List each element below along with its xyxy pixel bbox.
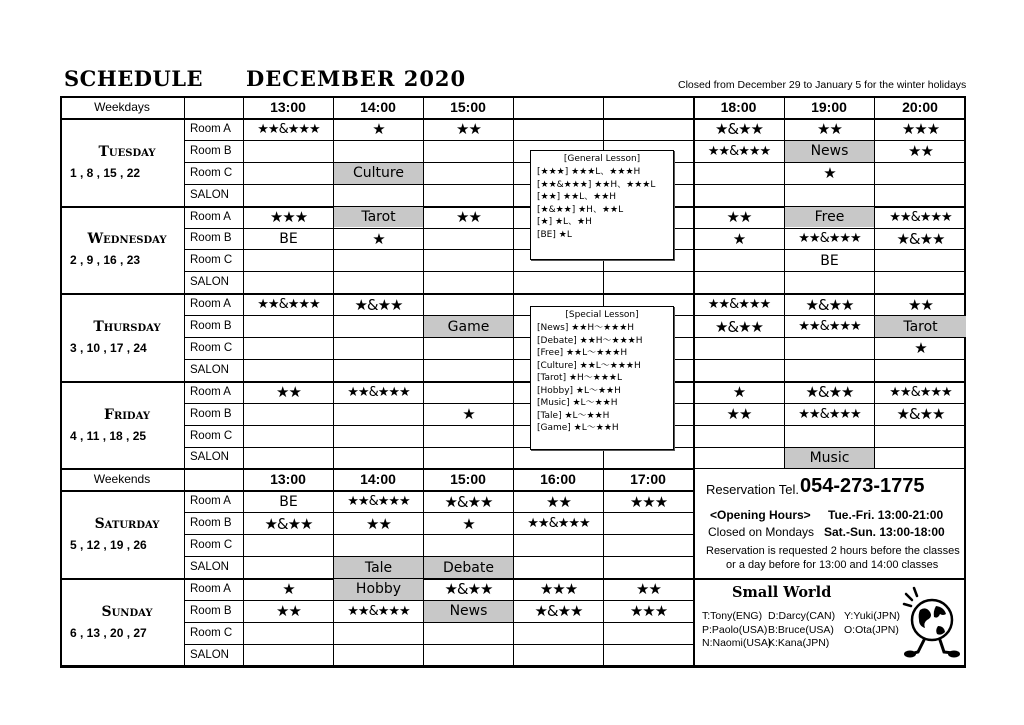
schedule-slot[interactable]: ★★&★★★ <box>889 384 952 400</box>
schedule-slot[interactable]: ★★★ <box>539 580 578 599</box>
schedule-slot[interactable]: News <box>424 601 513 622</box>
room-label: SALON <box>190 363 229 376</box>
schedule-slot[interactable]: ★★ <box>456 120 481 139</box>
room-label: Room C <box>190 539 233 552</box>
schedule-slot <box>244 426 333 447</box>
room-label: Room B <box>190 604 232 617</box>
room-label: Room C <box>190 254 233 267</box>
general-lesson-line: [★] ★L、★H <box>537 217 592 227</box>
info-panel <box>696 472 964 666</box>
weekday-hours: Tue.-Fri. 13:00-21:00 <box>828 508 944 522</box>
closed-notice: Closed from December 29 to January 5 for the winter holidays <box>678 79 967 91</box>
schedule-slot[interactable]: ★&★★ <box>444 580 493 599</box>
special-lesson-line: [Tale] ★L～★★H <box>537 410 610 421</box>
column-divider-line <box>874 96 875 468</box>
column-divider-line <box>784 96 785 468</box>
day-label: Tuesday <box>98 143 156 160</box>
schedule-slot[interactable]: ★★ <box>726 405 752 424</box>
weekends-header-label: Weekends <box>93 472 151 487</box>
schedule-slot <box>244 360 333 381</box>
room-label: Room B <box>190 517 232 530</box>
schedule-slot[interactable]: ★ <box>282 580 295 599</box>
schedule-slot <box>875 448 966 469</box>
schedule-slot[interactable]: ★★★ <box>629 492 668 511</box>
day-dates: 1 , 8 , 15 , 22 <box>70 165 141 180</box>
schedule-slot[interactable]: ★★ <box>726 208 752 227</box>
special-lesson-line: [News] ★★H～★★★H <box>537 323 635 333</box>
time-header: 14:00 <box>360 99 396 115</box>
opening-hours-label: <Opening Hours> <box>710 508 811 522</box>
schedule-slot <box>424 360 513 381</box>
schedule-slot[interactable]: Culture <box>334 163 423 184</box>
general-lesson-line: [★★] ★★L、★★H <box>537 192 617 202</box>
schedule-slot <box>514 535 603 556</box>
column-divider-line <box>423 96 424 468</box>
schedule-slot[interactable]: ★ <box>462 405 475 424</box>
teacher-entry: T:Tony(ENG) <box>702 610 763 622</box>
time-header <box>513 96 603 118</box>
schedule-slot[interactable]: Free <box>785 207 874 228</box>
day-label: Sunday <box>101 603 153 620</box>
schedule-slot <box>424 229 513 250</box>
schedule-slot[interactable]: ★★&★★★ <box>798 319 861 335</box>
schedule-slot <box>424 272 513 293</box>
schedule-slot[interactable]: Tarot <box>334 207 423 228</box>
room-label: Room C <box>190 429 233 442</box>
special-lesson-line: [Hobby] ★L～★★H <box>537 385 621 396</box>
schedule-slot[interactable]: ★★&★★★ <box>889 209 952 225</box>
schedule-slot[interactable]: ★★&★★★ <box>257 121 320 137</box>
room-label: SALON <box>190 648 229 661</box>
room-label: Room C <box>190 626 233 639</box>
column-divider-line <box>333 96 334 468</box>
day-label: Saturday <box>94 516 160 533</box>
day-dates: 3 , 10 , 17 , 24 <box>70 340 147 355</box>
column-divider-line <box>603 468 604 667</box>
schedule-slot <box>244 557 333 578</box>
schedule-slot <box>424 338 513 359</box>
teacher-entry: K:Kana(JPN) <box>768 637 830 649</box>
time-header: 16:00 <box>540 471 576 488</box>
schedule-slot <box>244 404 333 425</box>
schedule-slot[interactable]: ★ <box>372 120 385 139</box>
room-label: Room A <box>190 385 231 398</box>
schedule-slot[interactable]: ★★ <box>817 120 842 139</box>
schedule-slot <box>334 338 423 359</box>
schedule-title: SCHEDULE <box>64 66 204 91</box>
schedule-slot[interactable]: ★&★★ <box>714 317 764 336</box>
schedule-slot <box>694 250 784 271</box>
schedule-slot <box>424 250 513 271</box>
schedule-slot[interactable]: ★★ <box>456 208 481 227</box>
schedule-slot <box>604 535 693 556</box>
teacher-entry: Y:Yuki(JPN) <box>844 610 901 622</box>
globe-mascot-icon <box>902 584 962 662</box>
schedule-slot <box>875 250 966 271</box>
schedule-slot[interactable]: ★★ <box>276 602 301 621</box>
time-header: 19:00 <box>811 99 847 115</box>
schedule-slot[interactable]: ★★ <box>546 492 571 511</box>
general-lesson-line: [★&★★] ★H、★★L <box>537 204 624 215</box>
schedule-slot <box>514 272 603 293</box>
room-label: Room A <box>190 122 231 135</box>
schedule-slot <box>875 426 966 447</box>
schedule-slot[interactable]: ★★★ <box>901 120 940 139</box>
schedule-slot[interactable]: ★ <box>732 383 746 402</box>
schedule-slot <box>334 404 423 425</box>
schedule-slot <box>694 426 784 447</box>
schedule-slot <box>785 338 874 359</box>
schedule-slot <box>875 163 966 184</box>
schedule-slot[interactable]: ★&★★ <box>896 405 945 424</box>
schedule-slot <box>334 316 423 337</box>
teacher-entry: B:Bruce(USA) <box>768 623 834 636</box>
schedule-slot[interactable]: ★★ <box>636 580 661 599</box>
schedule-slot[interactable]: ★&★★ <box>896 229 945 248</box>
schedule-slot[interactable]: ★★&★★★ <box>527 516 590 532</box>
teacher-entry: D:Darcy(CAN) <box>768 610 836 622</box>
teacher-entry: O:Ota(JPN) <box>844 623 899 636</box>
schedule-slot[interactable]: Hobby <box>334 579 423 600</box>
schedule-slot <box>244 338 333 359</box>
schedule-slot[interactable]: ★&★★ <box>444 492 493 511</box>
time-header: 14:00 <box>360 471 396 488</box>
special-lesson-line: [Free] ★★L～★★★H <box>537 348 628 358</box>
day-dates: 6 , 13 , 20 , 27 <box>70 625 147 640</box>
schedule-slot[interactable]: ★ <box>732 229 746 248</box>
teacher-list <box>702 610 912 651</box>
column-divider-line <box>513 96 514 468</box>
schedule-slot[interactable]: ★★&★★★ <box>798 231 861 247</box>
schedule-slot[interactable]: ★★★ <box>629 602 668 621</box>
day-dates: 4 , 11 , 18 , 25 <box>70 428 147 443</box>
schedule-slot[interactable]: BE <box>279 493 298 510</box>
room-label: Room A <box>190 210 231 223</box>
room-label: Room A <box>190 495 231 508</box>
schedule-slot <box>514 557 603 578</box>
schedule-slot <box>424 163 513 184</box>
day-label: Thursday <box>93 318 161 335</box>
day-label: Friday <box>104 406 150 423</box>
schedule-slot[interactable]: ★★ <box>276 383 301 402</box>
schedule-slot <box>334 360 423 381</box>
school-name: Small World <box>732 584 832 601</box>
schedule-slot[interactable]: ★ <box>914 339 927 358</box>
schedule-slot[interactable]: ★★&★★★ <box>347 494 410 510</box>
schedule-slot <box>785 360 874 381</box>
schedule-slot <box>875 272 966 293</box>
schedule-slot <box>875 185 966 206</box>
month-title: DECEMBER 2020 <box>246 66 467 91</box>
room-label: SALON <box>190 276 229 289</box>
special-lesson-line: [Music] ★L～★★H <box>537 398 618 408</box>
schedule-slot[interactable]: ★★&★★★ <box>257 297 320 313</box>
time-header <box>603 96 693 118</box>
room-label: Room B <box>190 232 232 245</box>
schedule-slot <box>334 141 423 162</box>
schedule-slot <box>694 448 784 469</box>
special-lesson-line: [Game] ★L～★★H <box>537 423 619 433</box>
schedule-slot[interactable]: ★&★★ <box>714 120 764 139</box>
schedule-slot[interactable]: Music <box>785 448 874 469</box>
time-header: 15:00 <box>450 471 486 488</box>
schedule-slot <box>334 535 423 556</box>
schedule-slot[interactable]: ★&★★ <box>354 295 403 314</box>
reservation-label: Reservation Tel. <box>706 482 799 497</box>
schedule-slot <box>424 426 513 447</box>
room-label: Room C <box>190 166 233 179</box>
schedule-slot <box>514 645 603 666</box>
special-lesson-legend <box>530 306 674 450</box>
room-label: Room B <box>190 144 232 157</box>
schedule-slot[interactable]: ★★&★★★ <box>798 406 861 422</box>
room-label: Room A <box>190 298 231 311</box>
room-label: Room C <box>190 341 233 354</box>
schedule-slot <box>424 623 513 644</box>
time-header: 18:00 <box>720 99 757 115</box>
schedule-slot <box>875 360 966 381</box>
schedule-slot <box>604 513 693 534</box>
column-divider-line <box>513 468 514 667</box>
teacher-entry: P:Paolo(USA) <box>702 623 768 636</box>
schedule-slot <box>424 448 513 469</box>
day-name <box>60 578 184 666</box>
schedule-slot <box>334 250 423 271</box>
schedule-slot <box>424 645 513 666</box>
general-lesson-line: [BE] ★L <box>537 229 572 240</box>
schedule-slot <box>244 535 333 556</box>
schedule-slot <box>334 426 423 447</box>
time-header: 13:00 <box>270 99 306 115</box>
schedule-slot[interactable]: ★★ <box>908 142 933 161</box>
general-lesson-title: [General Lesson] <box>563 154 641 164</box>
day-name <box>60 206 184 294</box>
room-label: SALON <box>190 561 229 574</box>
general-lesson-legend <box>530 150 674 260</box>
schedule-slot <box>244 141 333 162</box>
schedule-slot[interactable]: BE <box>820 252 839 269</box>
room-label: Room A <box>190 582 231 595</box>
day-dates: 5 , 12 , 19 , 26 <box>70 538 147 553</box>
schedule-slot[interactable]: ★&★★ <box>264 514 313 533</box>
schedule-slot <box>514 119 603 140</box>
schedule-slot <box>604 645 693 666</box>
general-lesson-line: [★★★] ★★★L、★★★H <box>537 167 641 177</box>
schedule-slot[interactable]: ★ <box>823 164 836 183</box>
schedule-slot[interactable]: ★ <box>372 229 385 248</box>
schedule-slot <box>244 163 333 184</box>
day-name <box>60 118 184 206</box>
schedule-slot[interactable]: ★★&★★★ <box>347 603 410 619</box>
schedule-slot <box>694 272 784 293</box>
day-name <box>60 381 184 469</box>
teacher-entry: N:Naomi(USA) <box>702 637 772 649</box>
schedule-slot <box>785 185 874 206</box>
reservation-note-1: Reservation is requested 2 hours before the classes <box>706 545 960 557</box>
schedule-slot <box>424 141 513 162</box>
schedule-slot <box>604 272 693 293</box>
room-label: Room B <box>190 320 232 333</box>
schedule-slot[interactable]: Tarot <box>875 316 966 337</box>
schedule-slot[interactable]: ★★ <box>366 514 391 533</box>
schedule-slot <box>604 623 693 644</box>
schedule-slot <box>424 535 513 556</box>
reservation-phone: 054-273-1775 <box>800 475 925 497</box>
schedule-slot[interactable]: Game <box>424 316 513 337</box>
room-label: SALON <box>190 188 229 201</box>
schedule-slot <box>244 272 333 293</box>
day-name <box>60 490 184 578</box>
day-dates: 2 , 9 , 16 , 23 <box>70 253 141 268</box>
schedule-slot <box>694 185 784 206</box>
schedule-slot[interactable]: Debate <box>424 557 513 578</box>
schedule-slot <box>334 448 423 469</box>
general-lesson-line: [★★&★★★] ★★H、★★★L <box>537 179 656 190</box>
day-name <box>60 293 184 381</box>
schedule-slot[interactable]: Tale <box>334 557 423 578</box>
special-lesson-line: [Tarot] ★H～★★★L <box>537 373 622 383</box>
schedule-slot[interactable]: ★★&★★★ <box>707 297 771 313</box>
schedule-slot[interactable]: ★&★★ <box>805 295 854 314</box>
schedule-slot <box>785 272 874 293</box>
schedule-slot[interactable]: ★★ <box>908 295 933 314</box>
schedule-slot <box>334 185 423 206</box>
schedule-slot <box>514 448 603 469</box>
closed-days: Closed on Mondays <box>708 525 815 539</box>
column-divider-line <box>423 468 424 667</box>
time-header: 17:00 <box>630 471 666 488</box>
schedule-slot[interactable]: ★★&★★★ <box>707 143 771 159</box>
schedule-slot <box>604 448 693 469</box>
schedule-slot[interactable]: News <box>785 141 874 162</box>
schedule-slot <box>424 382 513 403</box>
schedule-slot[interactable]: ★ <box>462 514 475 533</box>
weekdays-header-label: Weekdays <box>94 100 150 114</box>
schedule-slot[interactable]: BE <box>279 230 298 247</box>
special-lesson-title: [Special Lesson] <box>565 310 639 320</box>
room-label: Room B <box>190 407 232 420</box>
schedule-slot[interactable]: ★★★ <box>269 208 308 227</box>
schedule-slot[interactable]: ★&★★ <box>534 602 583 621</box>
schedule-slot <box>694 360 784 381</box>
schedule-slot <box>334 623 423 644</box>
schedule-slot <box>244 185 333 206</box>
schedule-slot <box>694 163 784 184</box>
weekend-hours: Sat.-Sun. 13:00-18:00 <box>824 525 945 539</box>
schedule-slot <box>244 316 333 337</box>
time-header: 20:00 <box>902 99 938 115</box>
schedule-slot <box>334 272 423 293</box>
schedule-slot <box>604 119 693 140</box>
schedule-slot <box>244 623 333 644</box>
schedule-slot <box>244 250 333 271</box>
time-header: 15:00 <box>450 99 486 115</box>
schedule-slot <box>785 426 874 447</box>
special-lesson-line: [Culture] ★★L～★★★H <box>537 360 641 371</box>
schedule-slot <box>424 185 513 206</box>
schedule-slot <box>334 645 423 666</box>
day-label: Wednesday <box>87 231 167 248</box>
column-divider-line <box>333 468 334 667</box>
schedule-slot <box>694 338 784 359</box>
schedule-slot <box>514 623 603 644</box>
schedule-slot[interactable]: ★&★★ <box>805 383 854 402</box>
special-lesson-line: [Debate] ★★H～★★★H <box>537 335 643 346</box>
schedule-slot <box>424 294 513 315</box>
schedule-slot[interactable]: ★★&★★★ <box>347 384 410 400</box>
schedule-slot <box>244 645 333 666</box>
schedule-slot <box>244 448 333 469</box>
room-label: SALON <box>190 451 229 464</box>
time-header: 13:00 <box>270 471 306 488</box>
schedule-slot <box>604 557 693 578</box>
reservation-note-2: or a day before for 13:00 and 14:00 classes <box>726 559 939 571</box>
